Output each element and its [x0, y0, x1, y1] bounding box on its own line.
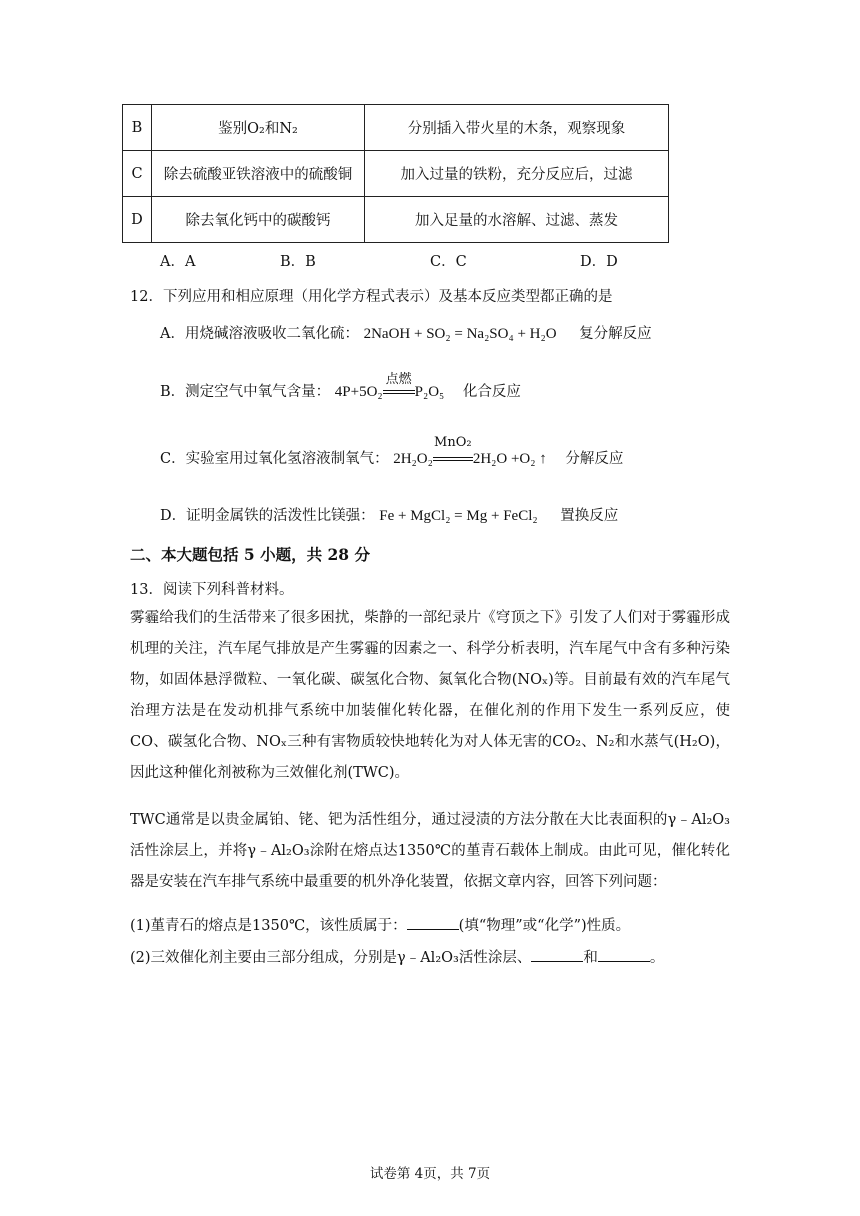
table-row: [123, 105, 669, 151]
row-purpose: 除去硫酸亚铁溶液中的硫酸铜: [152, 151, 365, 197]
q11-option-c: C．C: [430, 254, 467, 270]
row-method: 分别插入带火星的木条，观察现象: [365, 105, 669, 151]
q13-sub-question-1: [130, 914, 630, 935]
q11-option-a: A．A: [160, 254, 196, 270]
sub-question-text: 和: [583, 950, 598, 966]
row-method: 加入足量的水溶解、过滤、蒸发: [365, 197, 669, 243]
sub-question-text: 。: [649, 950, 665, 966]
q12-option-a: [160, 322, 652, 343]
equation-left: 2H₂O₂: [393, 451, 433, 467]
equation-right: 2H₂O +O₂ ↑: [472, 451, 547, 467]
answer-blank[interactable]: [531, 947, 583, 962]
option-text: B．测定空气中氧气含量：: [160, 384, 331, 400]
q13-paragraph-2: TWC通常是以贵金属铂、铑、钯为活性组分，通过浸渍的方法分散在大比表面积的γ﹣Al₂O₃活性涂层上，并将γ﹣Al₂O₃涂附在熔点达1350℃的堇青石载体上制成。由此可见，催化转化器是安装在汽车排气系统中最重要的机外净化装置，依据文章内容，回答下列问题：: [130, 812, 730, 890]
reaction-type: 分解反应: [565, 451, 624, 467]
answer-blank[interactable]: [407, 915, 459, 930]
reaction-condition-arrow: [433, 435, 473, 467]
reaction-type: 复分解反应: [579, 326, 652, 342]
equation: 2NaOH + SO₂ = Na₂SO₄ + H₂O: [363, 326, 557, 342]
table-row: [123, 151, 669, 197]
equation-left: 4P+5O₂: [334, 384, 383, 400]
option-text: D．证明金属铁的活泼性比镁强：: [160, 508, 375, 524]
equation: Fe + MgCl₂ = Mg + FeCl₂: [379, 508, 538, 524]
option-text: C．实验室用过氧化氢溶液制氧气：: [160, 451, 389, 467]
q12-stem: 12．下列应用和相应原理（用化学方程式表示）及基本反应类型都正确的是: [130, 289, 613, 305]
page-footer: 试卷第 4页，共 7页: [369, 1166, 491, 1182]
reaction-condition: 点燃: [385, 372, 412, 387]
equation-right: P₂O₅: [414, 384, 445, 400]
reaction-condition-arrow: [383, 372, 415, 400]
q13-paragraph-1: 雾霾给我们的生活带来了很多困扰，柴静的一部纪录片《穹顶之下》引发了人们对于雾霾形成机理的关注，汽车尾气排放是产生雾霾的因素之一、科学分析表明，汽车尾气中含有多种污染物，如固体悬浮微粒、一氧化碳、碳氢化合物、氮氧化合物(NOₓ)等。目前最有效的汽车尾气治理方法是在发动机排气系统中加装催化转化器，在催化剂的作用下发生一系列反应，使CO、碳氢化合物、NOₓ三种有害物质较快地转化为对人体无害的CO₂、N₂和水蒸气(H₂O)，因此这种催化剂被称为三效催化剂(TWC)。: [130, 610, 730, 781]
q12-option-b: [160, 372, 521, 401]
row-purpose: 除去氧化钙中的碳酸钙: [152, 197, 365, 243]
row-purpose: 鉴别O₂和N₂: [152, 105, 365, 151]
q12-option-d: [160, 504, 618, 525]
q13-sub-question-2: [130, 946, 664, 967]
row-letter: C: [123, 151, 152, 197]
table-row: [123, 197, 669, 243]
sub-question-text: (2)三效催化剂主要由三部分组成，分别是γ﹣Al₂O₃活性涂层、: [130, 950, 532, 966]
q11-option-d: D．D: [580, 254, 618, 270]
sub-question-text: (1)堇青石的熔点是1350℃，该性质属于：: [130, 918, 407, 934]
answer-blank[interactable]: [598, 947, 650, 962]
reaction-type: 置换反应: [560, 508, 619, 524]
option-text: A．用烧碱溶液吸收二氧化硫：: [160, 326, 359, 342]
section-heading: 二、本大题包括 5 小题，共 28 分: [130, 545, 370, 564]
q12-option-c: [160, 435, 624, 468]
reaction-condition: MnO₂: [434, 435, 472, 450]
row-letter: B: [123, 105, 152, 151]
q11-option-b: B．B: [280, 254, 316, 270]
row-method: 加入过量的铁粉，充分反应后，过滤: [365, 151, 669, 197]
reaction-type: 化合反应: [462, 384, 521, 400]
q13-stem: 13．阅读下列科普材料。: [130, 582, 294, 598]
row-letter: D: [123, 197, 152, 243]
options-table: [122, 104, 669, 243]
sub-question-text: (填“物理”或“化学”)性质。: [458, 918, 631, 934]
